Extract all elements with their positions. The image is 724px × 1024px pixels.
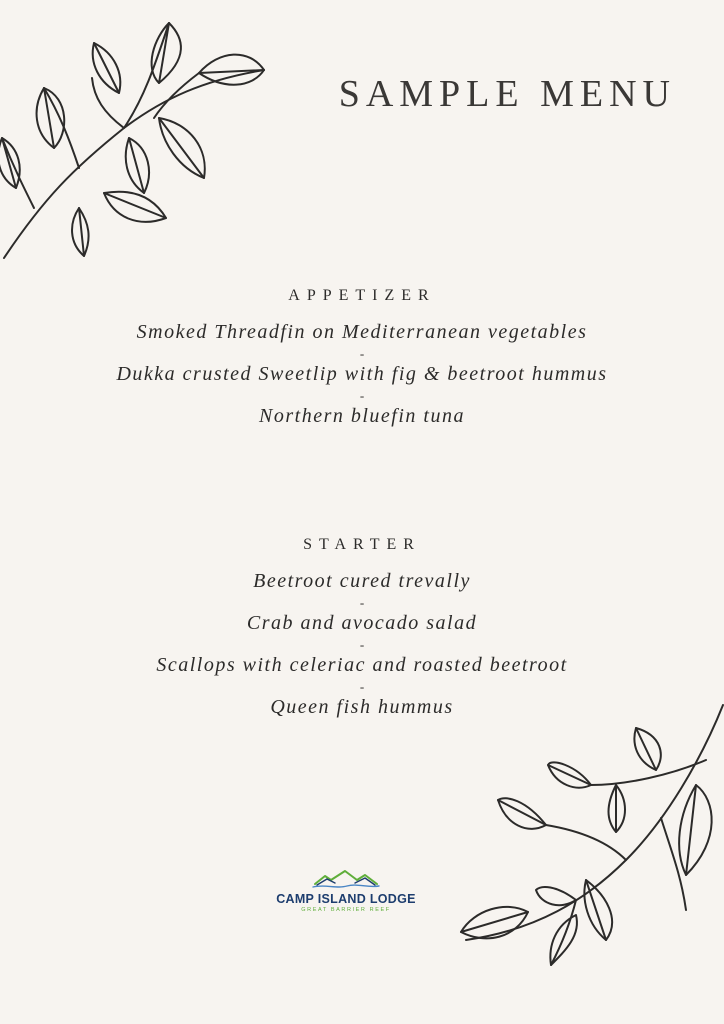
menu-item: Scallops with celeriac and roasted beetroot [156,654,568,676]
menu-item: Northern bluefin tuna [259,405,465,427]
logo-tagline: GREAT BARRIER REEF [301,907,391,913]
camp-island-lodge-logo [266,868,426,913]
menu-item: Smoked Threadfin on Mediterranean vegetables [136,321,588,343]
leaf-branch-icon [456,700,724,980]
menu-item: Crab and avocado salad [246,612,478,634]
menu-item: Beetroot cured trevally [253,570,471,592]
leaf-branch-icon [0,18,284,268]
logo-name: CAMP ISLAND LODGE [276,892,416,906]
separator: - [359,637,365,652]
menu-item: Dukka crusted Sweetlip with fig & beetroot hummus [116,363,608,385]
separator: - [359,679,365,694]
appetizer-heading: APPETIZER [288,287,436,304]
starter-heading: STARTER [303,536,421,553]
page-title: SAMPLE MENU [338,73,676,115]
starter-section [0,536,724,721]
appetizer-section [0,287,724,430]
menu-item: Queen fish hummus [270,696,454,718]
mountain-logo-icon [311,868,381,890]
separator: - [359,346,365,361]
separator: - [359,595,365,610]
separator: - [359,388,365,403]
